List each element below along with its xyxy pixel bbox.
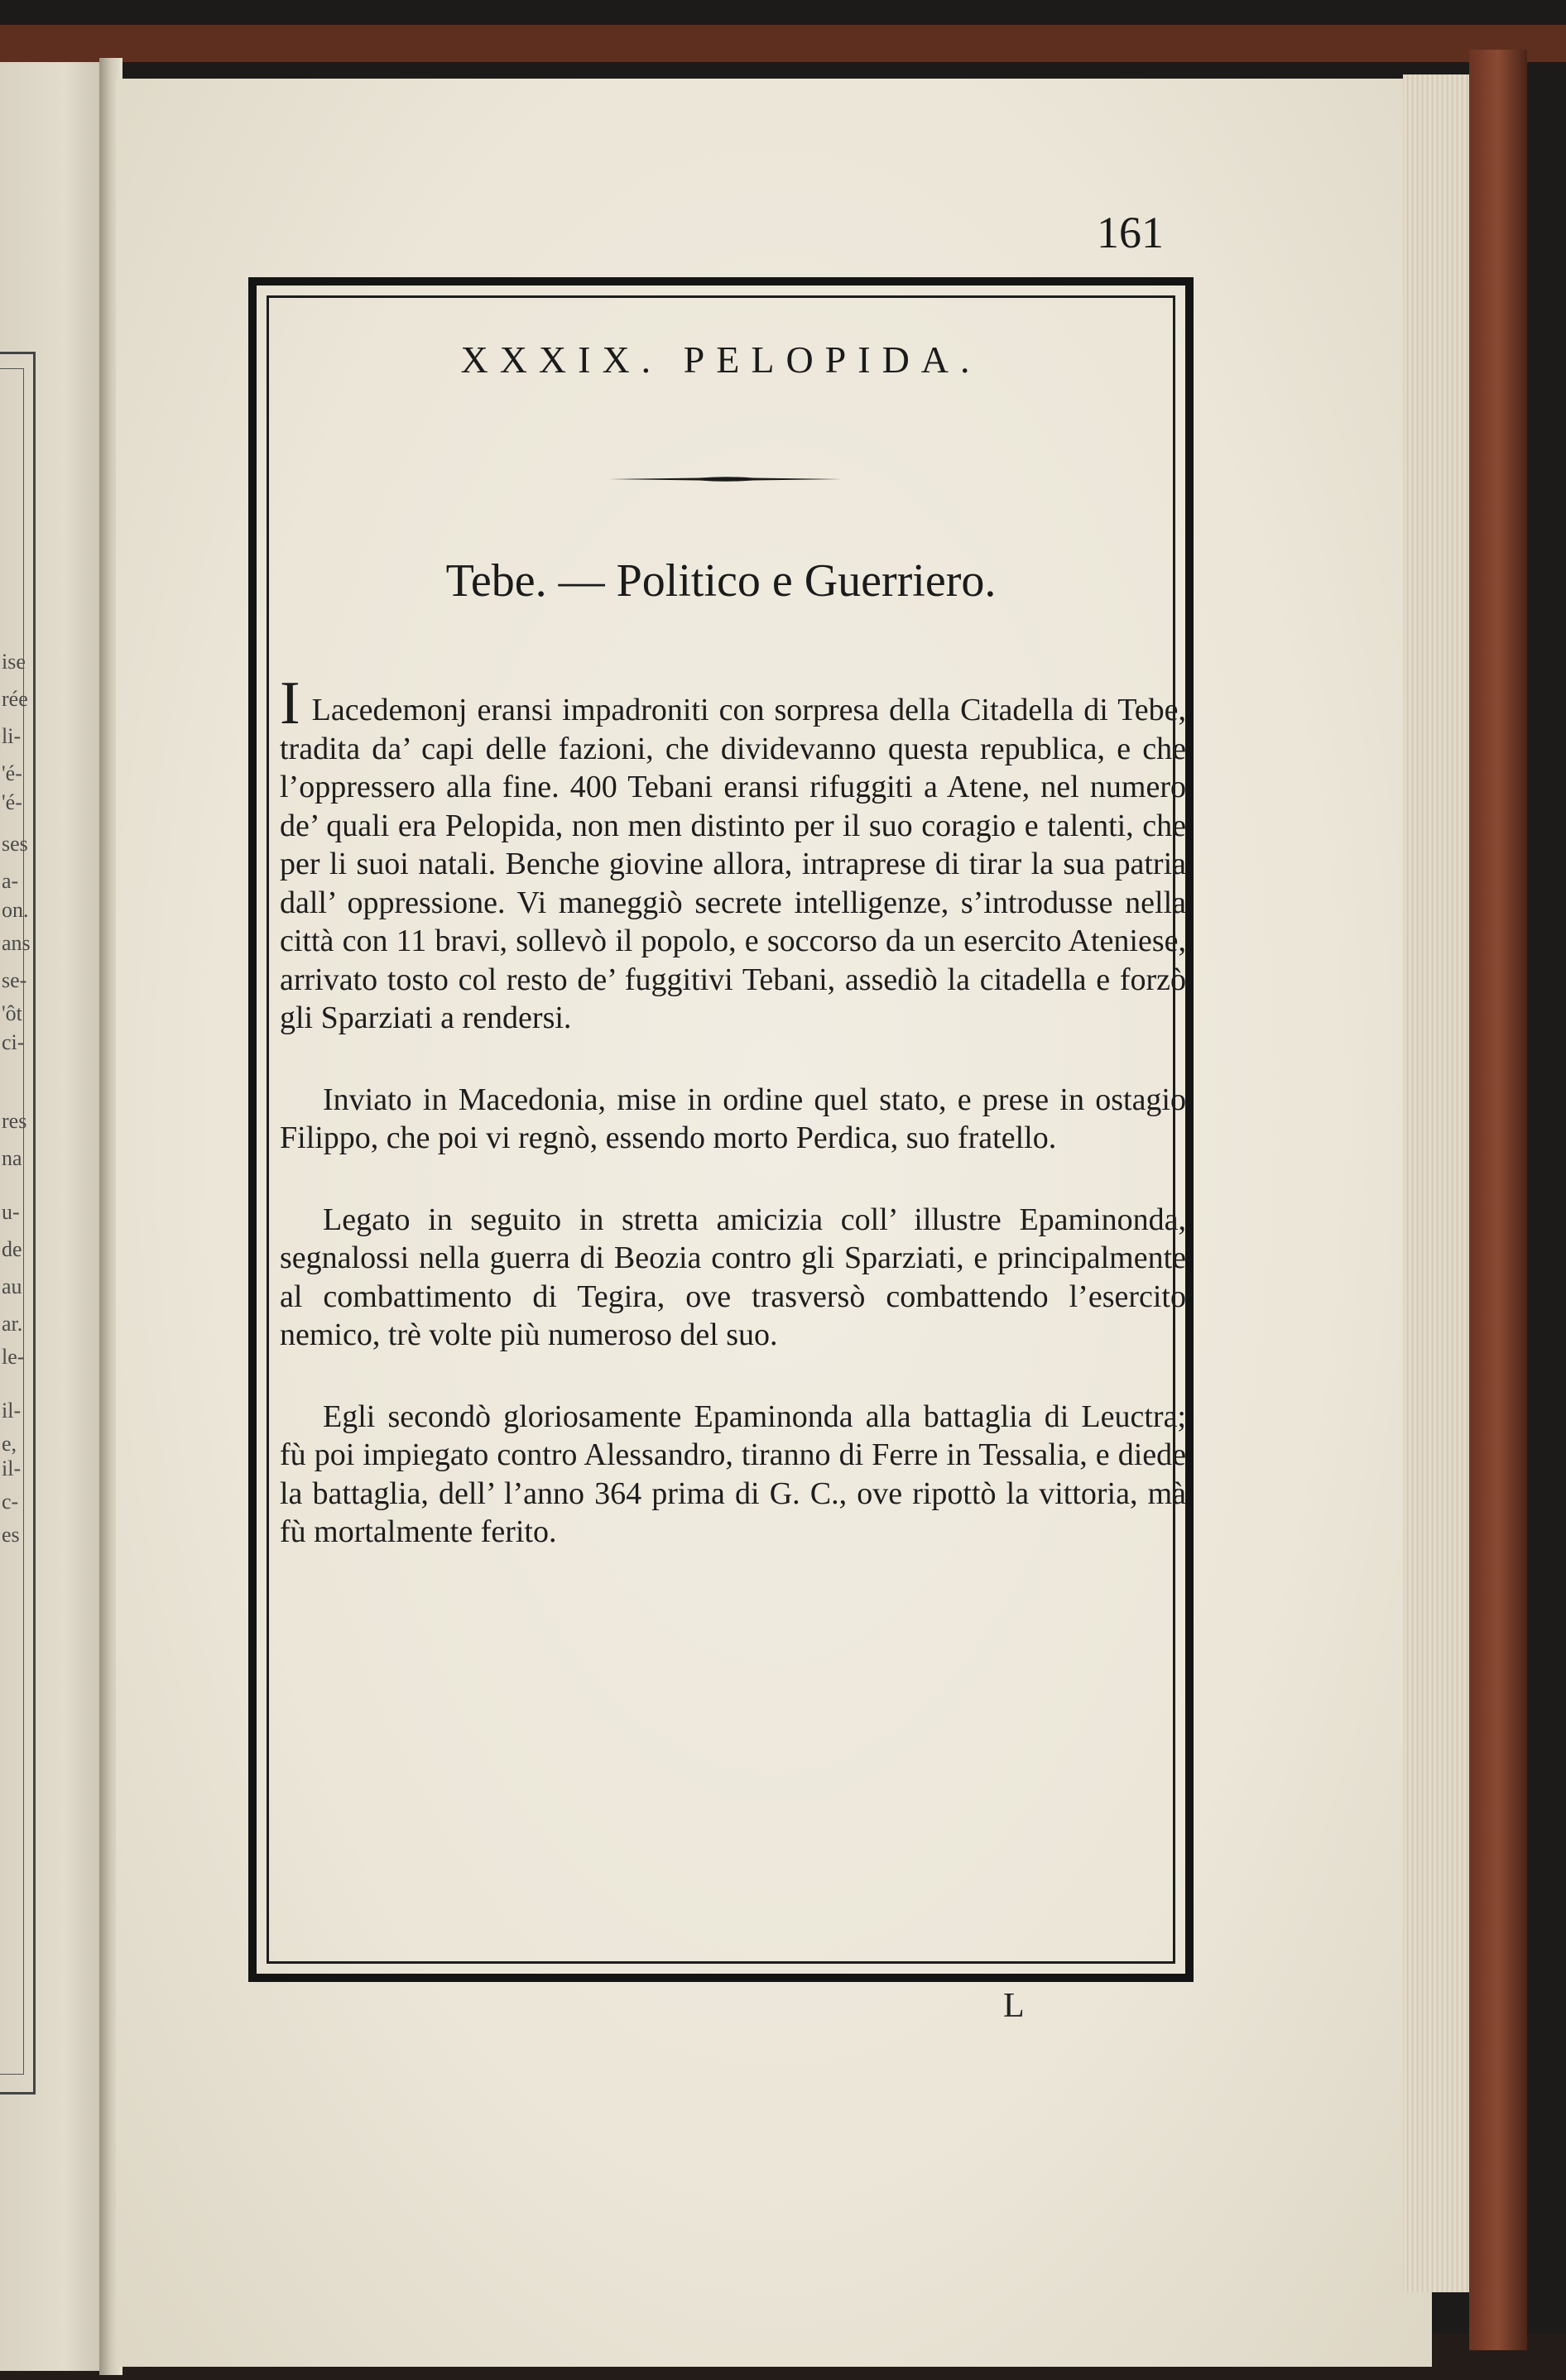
paragraph-4: Egli secondò gloriosamente Epaminonda alla battaglia di Leuctra; fù poi impiegato contro Alessandro, tiranno di Ferre in Tessalia, e diede la battaglia, dell’ l’anno 364 prima di G. C., ove ripottò la vittoria, mà fù mortalmente ferito.: [280, 1399, 1186, 1549]
body-text: [280, 669, 1186, 1595]
facing-page-fragment: res: [2, 1109, 27, 1133]
facing-page-fragment: es: [2, 1523, 20, 1547]
paragraph-1-text: Lacedemonj eransi impadroniti con sorpresa della Citadella di Tebe, tradita da’ capi delle fazioni, che dividevanno questa republica, e che l’oppressero alla fine. 400 Tebani eransi rifuggiti a Atene, nel numero de’ quali era Pelopida, non men distinto per il suo coragio e talenti, che per li suoi natali. Benche giovine allora, intraprese di tirar la sua patria dall’ oppressione. Vi maneggiò secrete intelligenze, s’introdusse nella città con 11 bravi, sollevò il popolo, e soccorso da un esercito Ateniese, arrivato tosto col resto de’ fuggitivi Tebani, assediò la citadella e forzò gli Sparziati a rendersi.: [280, 693, 1186, 1035]
facing-page-fragment: le-: [2, 1345, 25, 1369]
chapter-heading: XXXIX. PELOPIDA.: [460, 338, 982, 381]
facing-page-fragment: li-: [2, 724, 22, 748]
facing-page-fragment: rée: [2, 687, 28, 711]
facing-page-fragment: il-: [2, 1456, 22, 1480]
facing-page-fragment: se-: [2, 968, 27, 992]
facing-page-fragment: on.: [2, 898, 29, 922]
page-number: 161: [1097, 208, 1164, 257]
facing-page-fragment: ans: [2, 931, 31, 955]
page-edges: [1403, 74, 1473, 2292]
facing-page-fragment: au: [2, 1274, 22, 1298]
facing-page-fragment: ar.: [2, 1312, 23, 1336]
paragraph-2: Inviato in Macedonia, mise in ordine quel stato, e prese in ostagio Filippo, che poi vi regnò, essendo morto Perdica, suo fratello.: [280, 1082, 1186, 1155]
facing-page-fragment: il-: [2, 1399, 22, 1423]
facing-page-fragment: e,: [2, 1432, 17, 1456]
paragraph-1: [280, 669, 1186, 1038]
leather-binding: [1469, 50, 1527, 2350]
facing-page: [0, 62, 108, 2371]
facing-page-fragment: 'ôt: [2, 1001, 22, 1025]
facing-page-fragment: c-: [2, 1490, 19, 1514]
facing-page-fragment: de: [2, 1237, 22, 1261]
facing-page-fragment: 'é-: [2, 790, 22, 814]
ornamental-rule: [608, 476, 844, 482]
facing-page-fragment: u-: [2, 1200, 20, 1224]
facing-page-fragment: a-: [2, 869, 19, 893]
drop-cap: I: [280, 669, 300, 737]
facing-page-fragment: na: [2, 1146, 22, 1170]
signature-mark: L: [1003, 1987, 1025, 2025]
subtitle: Tebe. — Politico e Guerriero.: [445, 555, 997, 607]
facing-page-fragment: ses: [2, 832, 28, 856]
paragraph-3: Legato in seguito in stretta amicizia coll’ illustre Epaminonda, segnalossi nella guerra di Beozia contro gli Sparziati, e principalmente al combattimento di Tegira, ove trasversò combattendo l’esercito nemico, trè volte più numeroso del suo.: [280, 1202, 1186, 1352]
facing-page-fragment: 'é-: [2, 761, 22, 785]
facing-page-fragment: ci-: [2, 1030, 25, 1054]
top-cover-edge: [0, 25, 1566, 62]
facing-page-fragment: ise: [2, 650, 26, 674]
